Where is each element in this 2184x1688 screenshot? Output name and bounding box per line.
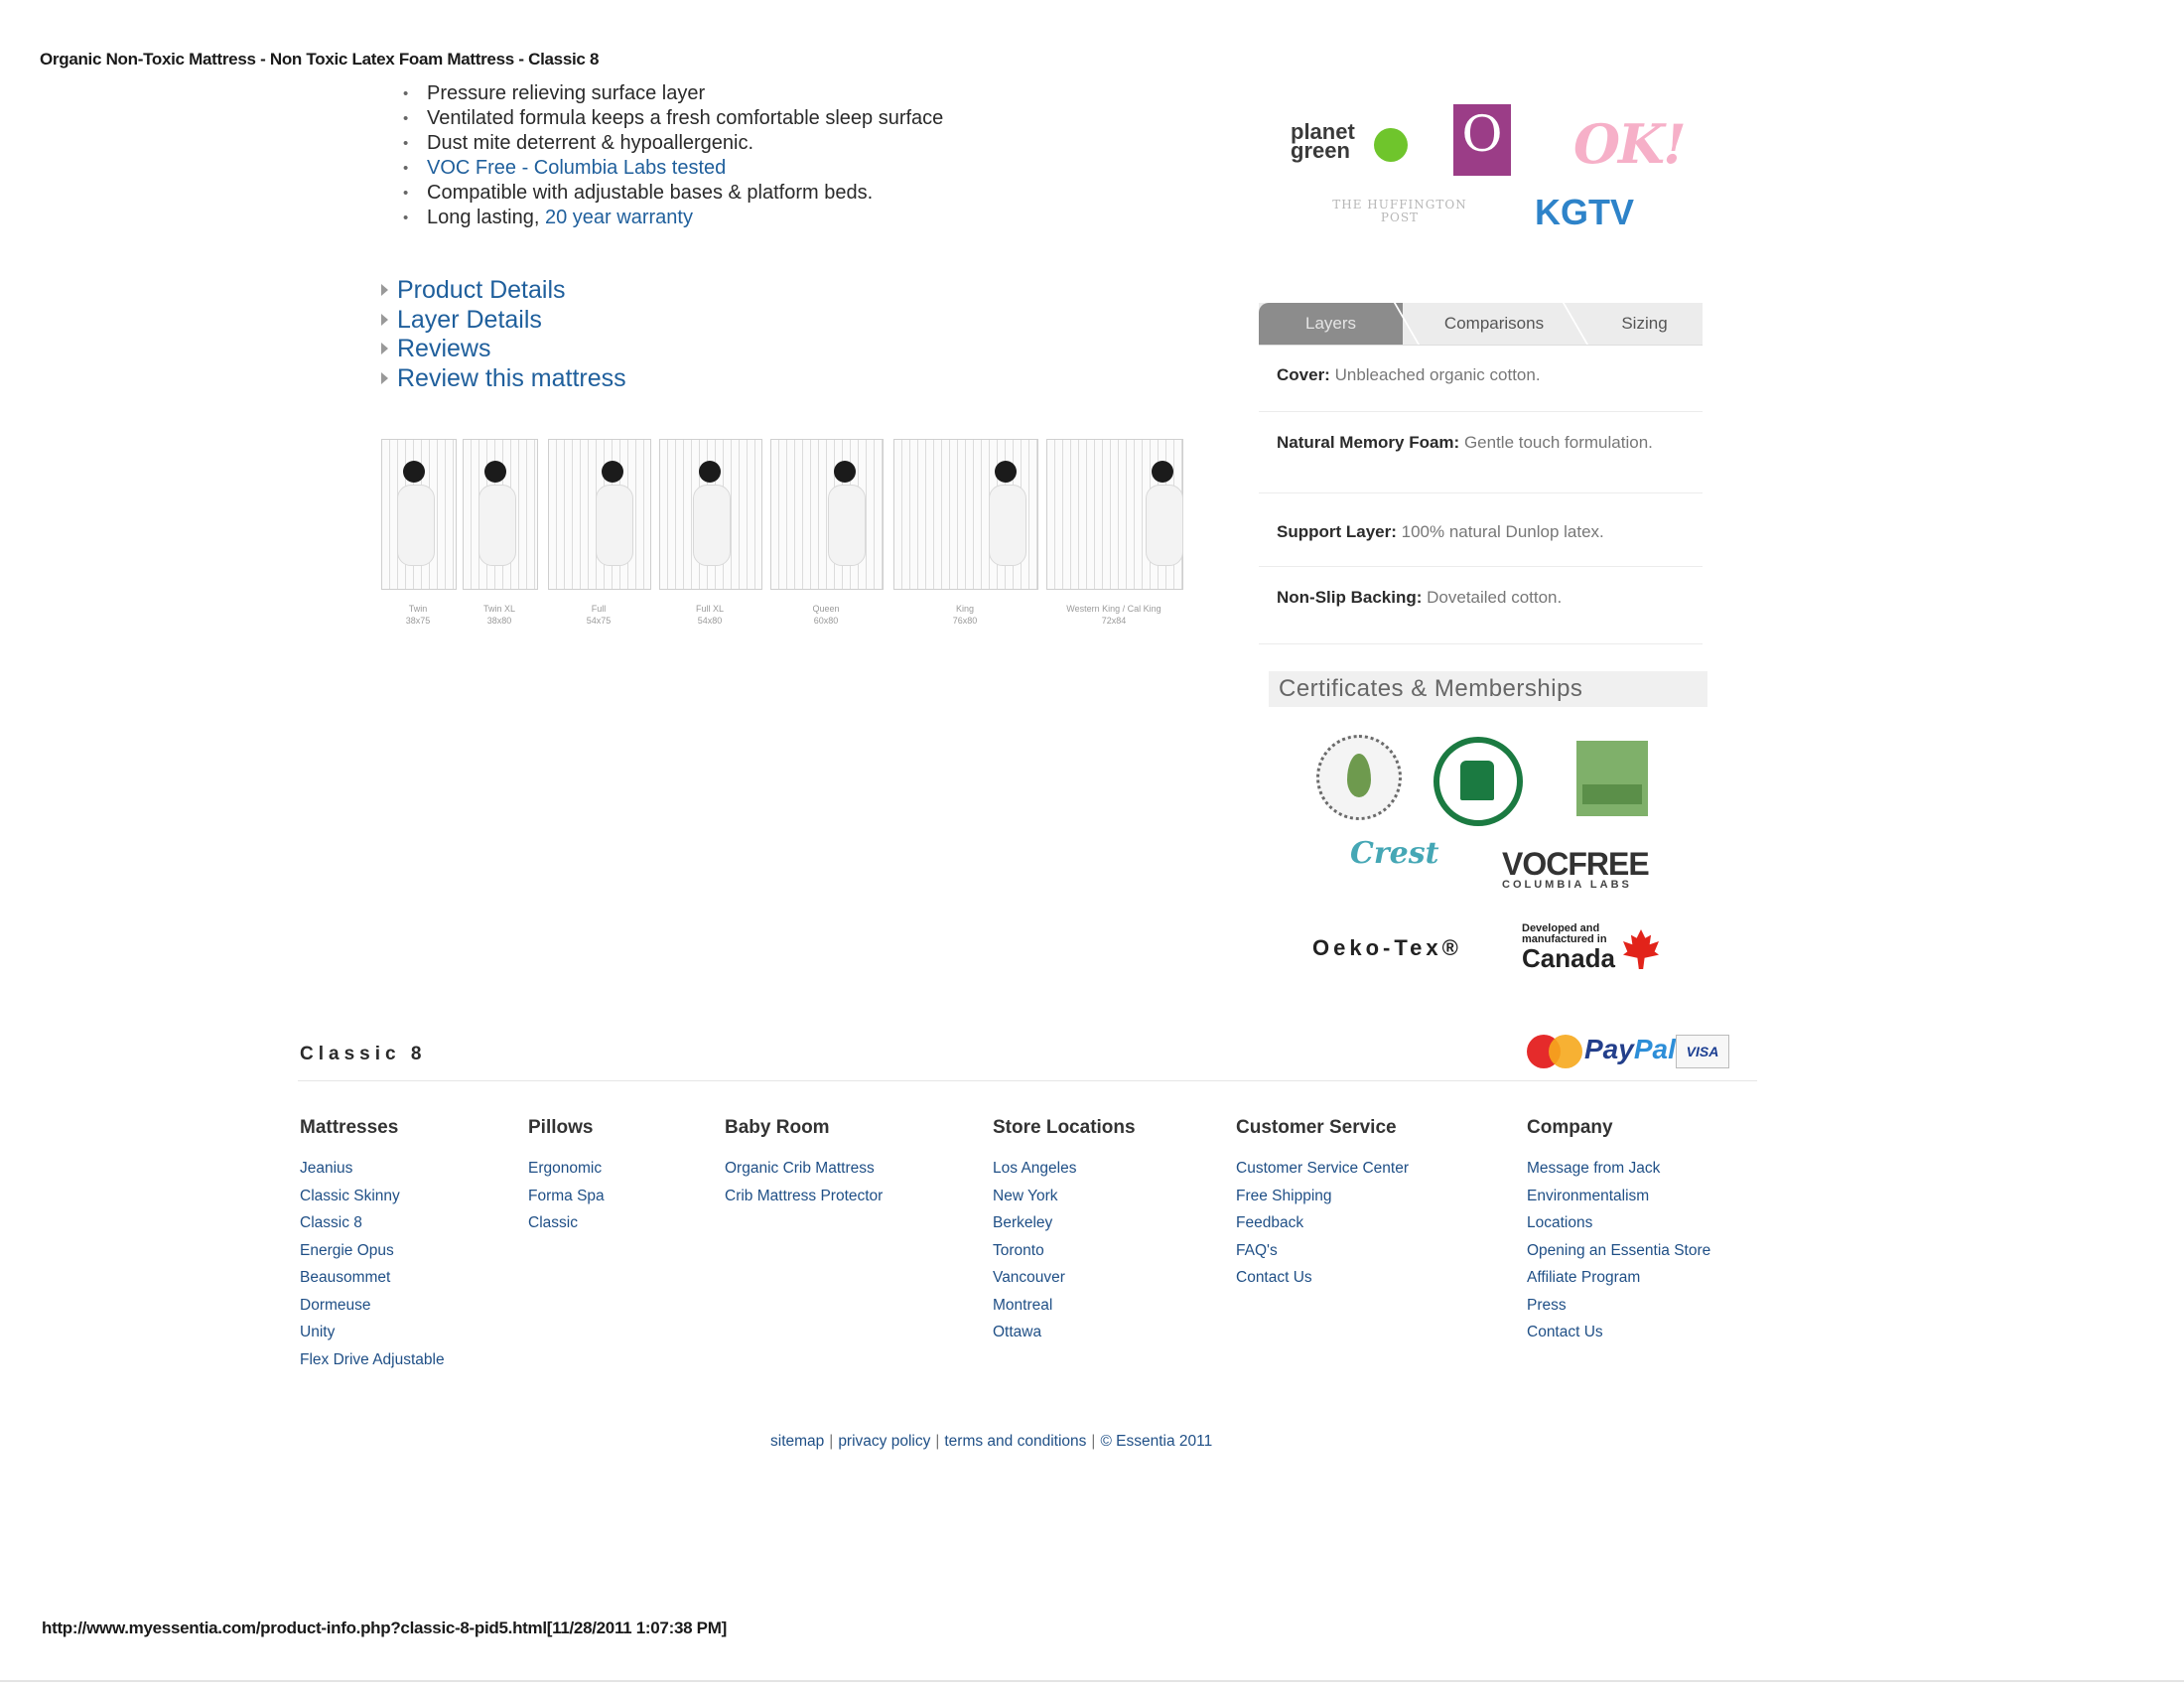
footer-link-new-york[interactable]: New York (993, 1187, 1058, 1204)
green-certification-logo (1576, 741, 1648, 816)
footer-link-customer-service-center[interactable]: Customer Service Center (1236, 1160, 1410, 1177)
layer-details-link[interactable]: Layer Details (381, 306, 626, 336)
leaf-icon (1347, 754, 1371, 797)
oeko-tex-logo: Oeko-Tex® (1312, 935, 1462, 960)
footer-link-montreal[interactable]: Montreal (993, 1296, 1053, 1314)
divider (1259, 411, 1703, 412)
certificates-logos (1259, 715, 1703, 998)
voc-free-logo: VOCFREE COLUMBIA LABS (1502, 846, 1649, 891)
triangle-right-icon (381, 314, 388, 326)
product-links (381, 276, 626, 393)
footer-heading: Company (1527, 1117, 1613, 1138)
sitemap-link[interactable]: sitemap (770, 1433, 825, 1450)
planet-green-logo: planet green (1291, 122, 1360, 160)
footer-link-flex-drive[interactable]: Flex Drive Adjustable (300, 1350, 445, 1368)
voc-free-link[interactable]: VOC Free - Columbia Labs tested (427, 157, 727, 179)
footer-col-store-locations (993, 1117, 1136, 1346)
ok-magazine-logo: OK! (1573, 112, 1685, 176)
footer-divider (298, 1080, 1757, 1081)
legal-links: sitemap | privacy policy | terms and conditions | © Essentia 2011 (770, 1433, 1213, 1450)
triangle-right-icon (381, 284, 388, 296)
layer-memory-foam: Natural Memory Foam: Gentle touch formulation. (1277, 433, 1653, 452)
sleeper-figure-icon (469, 461, 532, 570)
feature-item: • Dust mite deterrent & hypoallergenic. (395, 131, 943, 156)
divider (1259, 643, 1703, 644)
footer-link-crib-mattress-protector[interactable]: Crib Mattress Protector (725, 1187, 884, 1204)
footer-link-feedback[interactable]: Feedback (1236, 1214, 1304, 1231)
terms-link[interactable]: terms and conditions (944, 1433, 1087, 1450)
organic-seal-logo (1316, 735, 1402, 820)
crest-logo: Crest (1350, 836, 1439, 871)
feature-item: • Pressure relieving surface layer (395, 81, 943, 106)
feature-item: • Long lasting, 20 year warranty (395, 206, 943, 230)
footer-heading: Baby Room (725, 1117, 830, 1138)
footer-link-locations[interactable]: Locations (1527, 1214, 1593, 1231)
page-edge-line (0, 1680, 2184, 1682)
footer-col-pillows (528, 1117, 605, 1237)
footer-link-berkeley[interactable]: Berkeley (993, 1214, 1053, 1231)
layer-cover: Cover: Unbleached organic cotton. (1277, 365, 1541, 384)
footer-col-customer-service (1236, 1117, 1409, 1292)
footer-heading: Pillows (528, 1117, 594, 1138)
layer-backing: Non-Slip Backing: Dovetailed cotton. (1277, 588, 1563, 607)
footer-heading: Customer Service (1236, 1117, 1397, 1138)
feature-list (395, 81, 943, 230)
footer-link-energie-opus[interactable]: Energie Opus (300, 1241, 394, 1259)
triangle-right-icon (381, 372, 388, 384)
sleeper-figure-icon (683, 461, 747, 570)
footer-link-toronto[interactable]: Toronto (993, 1241, 1044, 1259)
triangle-right-icon (381, 343, 388, 354)
paypal-logo: PayPal (1584, 1034, 1676, 1064)
footer-link-classic-8[interactable]: Classic 8 (300, 1214, 362, 1231)
layer-support: Support Layer: 100% natural Dunlop latex. (1277, 522, 1604, 541)
footer-heading: Mattresses (300, 1117, 399, 1138)
sleeper-figure-icon (818, 461, 882, 570)
reviews-link[interactable]: Reviews (381, 335, 626, 364)
footer-link-jeanius[interactable]: Jeanius (300, 1160, 353, 1177)
footer-link-dormeuse[interactable]: Dormeuse (300, 1296, 371, 1314)
footer-link-faqs[interactable]: FAQ's (1236, 1241, 1278, 1259)
feature-item: • Ventilated formula keeps a fresh comfortable sleep surface (395, 106, 943, 131)
footer-link-los-angeles[interactable]: Los Angeles (993, 1160, 1077, 1177)
warranty-link[interactable]: 20 year warranty (544, 207, 693, 228)
footer-link-forma-spa[interactable]: Forma Spa (528, 1187, 605, 1204)
footer-link-organic-crib-mattress[interactable]: Organic Crib Mattress (725, 1160, 875, 1177)
footer-link-classic-skinny[interactable]: Classic Skinny (300, 1187, 400, 1204)
shirt-icon (1460, 761, 1494, 800)
privacy-policy-link[interactable]: privacy policy (838, 1433, 931, 1450)
footer-link-ergonomic[interactable]: Ergonomic (528, 1160, 603, 1177)
made-in-canada-logo: Developed and manufactured in Canada (1522, 923, 1671, 973)
media-logos (1291, 104, 1707, 263)
footer-link-classic[interactable]: Classic (528, 1214, 578, 1231)
tab-comparisons[interactable]: Comparisons (1443, 314, 1545, 333)
footer-link-press[interactable]: Press (1527, 1296, 1567, 1314)
tab-layers[interactable]: Layers (1259, 303, 1403, 345)
sleeper-figure-icon (1136, 461, 1199, 570)
divider (1259, 566, 1703, 567)
feature-item (395, 156, 943, 181)
footer-link-unity[interactable]: Unity (300, 1324, 336, 1340)
footer-col-baby-room (725, 1117, 883, 1209)
footer-link-free-shipping[interactable]: Free Shipping (1236, 1187, 1332, 1204)
footer-link-contact-us[interactable]: Contact Us (1236, 1269, 1312, 1286)
footer-heading: Store Locations (993, 1117, 1136, 1138)
green-dot-icon (1374, 128, 1408, 162)
review-this-mattress-link[interactable]: Review this mattress (381, 364, 626, 394)
payment-methods (1527, 1032, 1729, 1071)
sleeper-figure-icon (387, 461, 451, 570)
tab-sizing[interactable]: Sizing (1621, 314, 1668, 333)
product-details-link[interactable]: Product Details (381, 276, 626, 306)
footer-link-vancouver[interactable]: Vancouver (993, 1269, 1065, 1286)
footer-link-environmentalism[interactable]: Environmentalism (1527, 1187, 1650, 1204)
print-page-title: Organic Non-Toxic Mattress - Non Toxic Latex Foam Mattress - Classic 8 (40, 50, 600, 69)
feature-item: • Compatible with adjustable bases & platform beds. (395, 181, 943, 206)
footer-link-opening-store[interactable]: Opening an Essentia Store (1527, 1241, 1711, 1259)
footer-link-beausommet[interactable]: Beausommet (300, 1269, 391, 1286)
oprah-logo: O (1453, 104, 1511, 176)
huffington-post-logo: THE HUFFINGTON POST (1332, 198, 1467, 224)
footer-link-affiliate-program[interactable]: Affiliate Program (1527, 1269, 1641, 1286)
gots-logo (1433, 737, 1523, 826)
visa-icon: VISA (1676, 1035, 1729, 1068)
footer-link-ottawa[interactable]: Ottawa (993, 1324, 1042, 1340)
footer-link-contact-us-company[interactable]: Contact Us (1527, 1324, 1603, 1340)
copyright: © Essentia 2011 (1100, 1433, 1213, 1450)
info-tabs (1259, 303, 1703, 346)
mastercard-icon (1527, 1035, 1582, 1068)
footer-link-message-from-jack[interactable]: Message from Jack (1527, 1160, 1661, 1177)
mattress-size-chart: Twin 38x75 Twin XL 38x80 Full 54x75 Full XL 54x80 Queen 60x80 King 76x80 Western King / Cal King 72x84 (381, 439, 1183, 637)
certificates-heading: Certificates & Memberships (1269, 671, 1707, 707)
footer-col-mattresses (300, 1117, 445, 1373)
sleeper-figure-icon (586, 461, 649, 570)
kgtv-logo: KGTV (1535, 192, 1635, 232)
product-name: Classic 8 (300, 1044, 427, 1064)
sleeper-figure-icon (979, 461, 1042, 570)
print-page-url: http://www.myessentia.com/product-info.php?classic-8-pid5.html[11/28/2011 1:07:38 PM] (42, 1618, 727, 1637)
footer-col-company (1527, 1117, 1710, 1346)
divider (1259, 492, 1703, 493)
